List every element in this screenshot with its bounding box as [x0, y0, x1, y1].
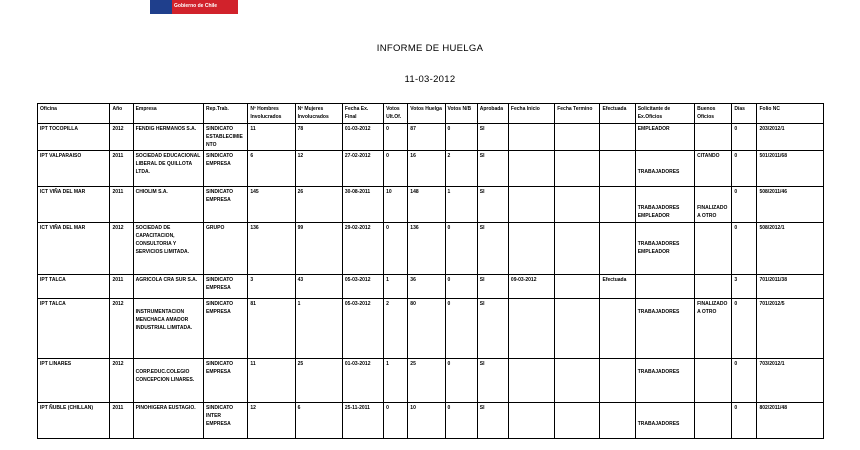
cell-aprobada: SI	[477, 275, 508, 299]
cell-fecha-ex: 27-02-2012	[342, 151, 383, 187]
cell-folio: 703/2012/1	[757, 359, 824, 403]
cell-fecha-ex: 01-03-2012	[342, 359, 383, 403]
cell-aprobada: SI	[477, 299, 508, 359]
cell-fecha-ex: 29-02-2012	[342, 223, 383, 275]
cell-votos-ult: 2	[384, 299, 408, 359]
cell-empresa: AGRICOLA CRA SUR S.A.	[133, 275, 203, 299]
table-row	[38, 403, 824, 439]
col-header: Nº Hombres Involucrados	[248, 104, 295, 124]
cell-efectuada	[600, 124, 635, 151]
cell-hombres: 3	[248, 275, 295, 299]
cell-solicitante: TRABAJADORES EMPLEADOR	[635, 187, 694, 223]
cell-buenos-oficios	[695, 359, 732, 403]
cell-hombres: 81	[248, 299, 295, 359]
cell-fecha-ex: 30-08-2011	[342, 187, 383, 223]
cell-hombres: 6	[248, 151, 295, 187]
cell-efectuada	[600, 359, 635, 403]
cell-hombres: 12	[248, 403, 295, 439]
cell-anio: 2012	[110, 223, 133, 275]
cell-solicitante: TRABAJADORES	[635, 403, 694, 439]
cell-votos-nb: 0	[445, 223, 477, 275]
cell-fecha-ex: 25-11-2011	[342, 403, 383, 439]
cell-oficina: IPT VALPARAISO	[38, 151, 110, 187]
cell-rep: GRUPO	[204, 223, 248, 275]
cell-votos-nb: 0	[445, 299, 477, 359]
col-header: Fecha Termino	[555, 104, 600, 124]
cell-buenos-oficios: FINALIZADO A OTRO	[695, 299, 732, 359]
cell-mujeres: 43	[295, 275, 342, 299]
cell-buenos-oficios	[695, 223, 732, 275]
cell-votos-huelga: 87	[408, 124, 445, 151]
cell-aprobada: SI	[477, 403, 508, 439]
table-row	[38, 359, 824, 403]
col-header: Días	[732, 104, 757, 124]
cell-buenos-oficios: FINALIZADO A OTRO	[695, 187, 732, 223]
strike-report-table	[37, 103, 824, 439]
cell-dias: 0	[732, 223, 757, 275]
cell-votos-huelga: 80	[408, 299, 445, 359]
cell-votos-huelga: 36	[408, 275, 445, 299]
cell-empresa: CORP.EDUC.COLEGIO CONCEPCION LINARES.	[133, 359, 203, 403]
col-header: Solicitante de Ex.Oficios	[635, 104, 694, 124]
cell-empresa: INSTRUMENTACION MENCHACA AMADOR INDUSTRIAL LIMITADA.	[133, 299, 203, 359]
cell-fecha-termino	[555, 403, 600, 439]
cell-solicitante	[635, 275, 694, 299]
col-header: Aprobada	[477, 104, 508, 124]
cell-fecha-termino	[555, 299, 600, 359]
cell-fecha-ex: 05-03-2012	[342, 275, 383, 299]
table-row	[38, 275, 824, 299]
cell-anio: 2011	[110, 187, 133, 223]
cell-buenos-oficios	[695, 124, 732, 151]
cell-efectuada	[600, 223, 635, 275]
table-row	[38, 223, 824, 275]
cell-hombres: 136	[248, 223, 295, 275]
cell-efectuada: Efectuada	[600, 275, 635, 299]
cell-votos-nb: 1	[445, 187, 477, 223]
cell-fecha-termino	[555, 223, 600, 275]
cell-oficina: IPT TALCA	[38, 275, 110, 299]
cell-rep: SINDICATO ESTABLECIMIENTO	[204, 124, 248, 151]
col-header: Año	[110, 104, 133, 124]
cell-anio: 2011	[110, 275, 133, 299]
cell-votos-ult: 0	[384, 124, 408, 151]
cell-folio: 501/2011/68	[757, 151, 824, 187]
cell-rep: SINDICATO EMPRESA	[204, 359, 248, 403]
cell-dias: 0	[732, 124, 757, 151]
cell-folio: 701/2012/5	[757, 299, 824, 359]
cell-fecha-inicio	[508, 299, 554, 359]
cell-hombres: 11	[248, 124, 295, 151]
cell-mujeres: 78	[295, 124, 342, 151]
cell-dias: 0	[732, 187, 757, 223]
cell-fecha-inicio	[508, 223, 554, 275]
cell-fecha-inicio	[508, 403, 554, 439]
cell-empresa: SOCIEDAD EDUCACIONAL LIBERAL DE QUILLOTA LTDA.	[133, 151, 203, 187]
cell-mujeres: 12	[295, 151, 342, 187]
cell-anio: 2012	[110, 124, 133, 151]
cell-dias: 3	[732, 275, 757, 299]
cell-fecha-inicio	[508, 124, 554, 151]
cell-rep: SINDICATO EMPRESA	[204, 299, 248, 359]
cell-empresa: CHIOLIM S.A.	[133, 187, 203, 223]
cell-folio: 203/2012/1	[757, 124, 824, 151]
gobierno-logo	[150, 0, 238, 14]
logo-text: Gobierno de Chile	[174, 3, 218, 9]
cell-oficina: IPT LINARES	[38, 359, 110, 403]
cell-mujeres: 25	[295, 359, 342, 403]
cell-buenos-oficios: CITANDO	[695, 151, 732, 187]
cell-solicitante: TRABAJADORES EMPLEADOR	[635, 223, 694, 275]
col-header: Votos Ult.Of.	[384, 104, 408, 124]
cell-anio: 2012	[110, 299, 133, 359]
cell-oficina: IPT TALCA	[38, 299, 110, 359]
cell-oficina: IPT ÑUBLE (CHILLAN)	[38, 403, 110, 439]
cell-votos-ult: 10	[384, 187, 408, 223]
cell-dias: 0	[732, 359, 757, 403]
cell-hombres: 145	[248, 187, 295, 223]
cell-mujeres: 26	[295, 187, 342, 223]
cell-aprobada: SI	[477, 359, 508, 403]
cell-fecha-termino	[555, 359, 600, 403]
cell-aprobada: SI	[477, 124, 508, 151]
cell-solicitante: TRABAJADORES	[635, 151, 694, 187]
cell-fecha-ex: 05-03-2012	[342, 299, 383, 359]
cell-efectuada	[600, 151, 635, 187]
cell-rep: SINDICATO EMPRESA	[204, 187, 248, 223]
cell-efectuada	[600, 187, 635, 223]
cell-anio: 2011	[110, 403, 133, 439]
cell-rep: SINDICATO EMPRESA	[204, 151, 248, 187]
cell-votos-huelga: 136	[408, 223, 445, 275]
cell-mujeres: 6	[295, 403, 342, 439]
cell-fecha-ex: 01-03-2012	[342, 124, 383, 151]
col-header: Efectuada	[600, 104, 635, 124]
cell-oficina: ICT VIÑA DEL MAR	[38, 187, 110, 223]
cell-dias: 0	[732, 151, 757, 187]
cell-votos-huelga: 25	[408, 359, 445, 403]
cell-rep: SINDICATO INTER EMPRESA	[204, 403, 248, 439]
cell-fecha-termino	[555, 124, 600, 151]
cell-dias: 0	[732, 299, 757, 359]
cell-empresa: PINOHIGERA EUSTAGIO.	[133, 403, 203, 439]
col-header: Fecha Inicio	[508, 104, 554, 124]
col-header: Empresa	[133, 104, 203, 124]
cell-aprobada: SI	[477, 187, 508, 223]
cell-votos-nb: 0	[445, 359, 477, 403]
cell-mujeres: 99	[295, 223, 342, 275]
cell-aprobada: SI	[477, 151, 508, 187]
cell-buenos-oficios	[695, 403, 732, 439]
col-header: Votos N/B	[445, 104, 477, 124]
cell-oficina: ICT VIÑA DEL MAR	[38, 223, 110, 275]
cell-votos-huelga: 16	[408, 151, 445, 187]
cell-votos-ult: 0	[384, 403, 408, 439]
cell-mujeres: 1	[295, 299, 342, 359]
cell-votos-huelga: 148	[408, 187, 445, 223]
col-header: Buenos Oficios	[695, 104, 732, 124]
logo-blue-block	[150, 0, 172, 14]
cell-fecha-termino	[555, 151, 600, 187]
cell-votos-ult: 1	[384, 359, 408, 403]
col-header: Nº Mujeres Involucrados	[295, 104, 342, 124]
cell-solicitante: TRABAJADORES	[635, 359, 694, 403]
cell-folio: 701/2011/38	[757, 275, 824, 299]
cell-rep: SINDICATO EMPRESA	[204, 275, 248, 299]
table-row	[38, 124, 824, 151]
cell-efectuada	[600, 299, 635, 359]
cell-folio: 508/2011/46	[757, 187, 824, 223]
col-header: Oficina	[38, 104, 110, 124]
cell-empresa: FENDIG HERMANOS S.A.	[133, 124, 203, 151]
cell-buenos-oficios	[695, 275, 732, 299]
cell-votos-ult: 1	[384, 275, 408, 299]
cell-fecha-inicio: 09-03-2012	[508, 275, 554, 299]
cell-fecha-termino	[555, 187, 600, 223]
cell-fecha-inicio	[508, 359, 554, 403]
cell-dias: 0	[732, 403, 757, 439]
cell-votos-nb: 0	[445, 124, 477, 151]
cell-fecha-inicio	[508, 151, 554, 187]
col-header: Fecha Ex. Final	[342, 104, 383, 124]
cell-fecha-termino	[555, 275, 600, 299]
cell-hombres: 11	[248, 359, 295, 403]
table-row	[38, 151, 824, 187]
table-header-row	[38, 104, 824, 124]
cell-folio: 802/2011/48	[757, 403, 824, 439]
cell-votos-huelga: 10	[408, 403, 445, 439]
cell-oficina: IPT TOCOPILLA	[38, 124, 110, 151]
col-header: Rep.Trab.	[204, 104, 248, 124]
cell-anio: 2011	[110, 151, 133, 187]
report-title: INFORME DE HUELGA	[376, 43, 484, 54]
cell-votos-nb: 2	[445, 151, 477, 187]
cell-votos-ult: 0	[384, 223, 408, 275]
cell-folio: 508/2012/1	[757, 223, 824, 275]
cell-solicitante: TRABAJADORES	[635, 299, 694, 359]
table-row	[38, 299, 824, 359]
cell-anio: 2012	[110, 359, 133, 403]
cell-votos-ult: 0	[384, 151, 408, 187]
cell-aprobada: SI	[477, 223, 508, 275]
report-date: 11-03-2012	[404, 74, 456, 85]
cell-votos-nb: 0	[445, 275, 477, 299]
col-header: Votos Huelga	[408, 104, 445, 124]
table-row	[38, 187, 824, 223]
cell-fecha-inicio	[508, 187, 554, 223]
col-header: Folio NC	[757, 104, 824, 124]
cell-empresa: SOCIEDAD DE CAPACITACION, CONSULTORIA Y SERVICIOS LIMITADA.	[133, 223, 203, 275]
cell-solicitante: EMPLEADOR	[635, 124, 694, 151]
cell-votos-nb: 0	[445, 403, 477, 439]
cell-efectuada	[600, 403, 635, 439]
